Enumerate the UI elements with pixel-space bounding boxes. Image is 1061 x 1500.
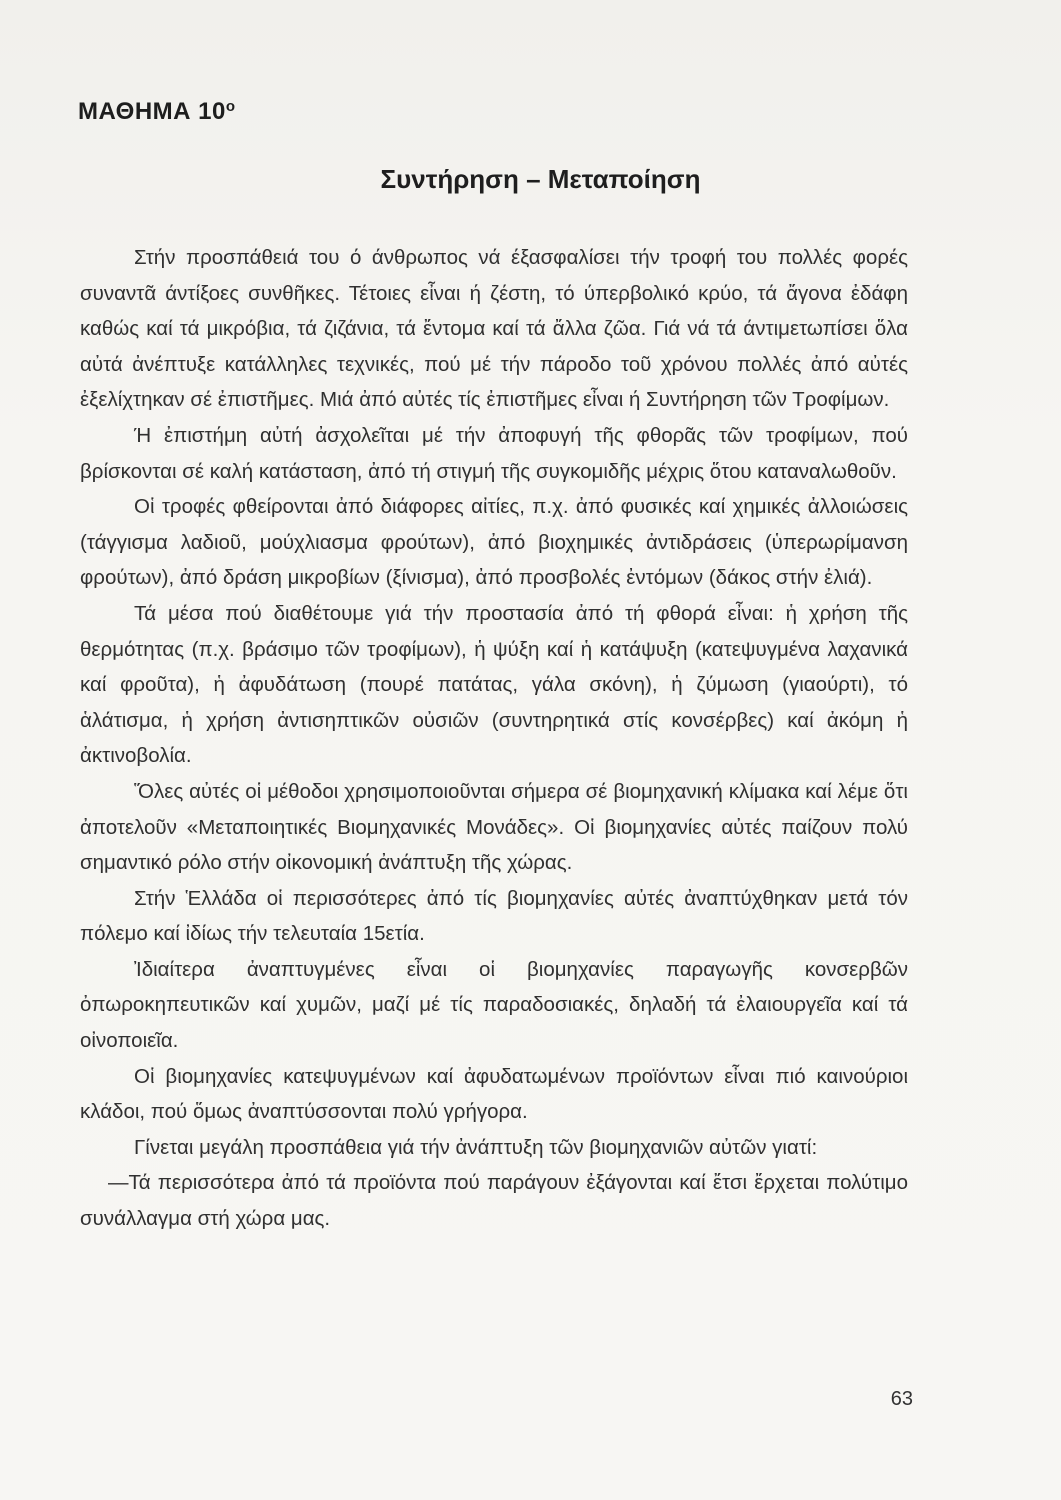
paragraph: Ή ἐπιστήμη αὐτή ἀσχολεῖται μέ τήν ἀποφυγή τῆς φθορᾶς τῶν τροφίμων, πού βρίσκονται σέ καλή κατάσταση, ἀπό τή στιγμή τῆς συγκομιδῆς μέχρις ὅτου καταναλωθοῦν. <box>80 423 908 483</box>
paragraph: Ὅλες αὐτές οἱ μέθοδοι χρησιμοποιοῦνται σήμερα σέ βιομηχανική κλίμακα καί λέμε ὅτι ἀποτελοῦν «Μεταποιητικές Βιομηχανικές Μονάδες». Οἱ βιομηχανίες αὐτές παίζουν πολύ σημαντικό ρόλο στήν οἰκονομική ἀνάπτυξη τῆς χώρας. <box>80 779 908 875</box>
lesson-label: ΜΑΘΗΜΑ 10 <box>78 98 226 125</box>
lesson-heading <box>78 98 236 126</box>
lesson-ordinal-suffix: ο <box>225 98 236 115</box>
paragraph: Στήν Ἑλλάδα οἱ περισσότερες ἀπό τίς βιομηχανίες αὐτές ἀναπτύχθηκαν μετά τόν πόλεμο καί ἰδίως τήν τελευταία 15ετία. <box>80 886 908 946</box>
chapter-title: Συντήρηση – Μεταποίηση <box>380 164 701 194</box>
paragraph: Οἱ τροφές φθείρονται ἀπό διάφορες αἰτίες, π.χ. ἀπό φυσικές καί χημικές ἀλλοιώσεις (τάγγισμα λαδιοῦ, μούχλιασμα φρούτων), ἀπό βιοχημικές ἀντιδράσεις (ὑπερωρίμανση φρούτων), ἀπό δράση μικροβίων (ξίνισμα), ἀπό προσβολές ἐντόμων (δάκος στήν ἐλιά). <box>80 495 908 590</box>
body-text <box>80 240 908 1237</box>
paragraph: Γίνεται μεγάλη προσπάθεια γιά τήν ἀνάπτυξη τῶν βιομηχανιῶν αὐτῶν γιατί: <box>134 1135 818 1159</box>
page-number: 63 <box>890 1388 913 1410</box>
paragraph: Τά μέσα πού διαθέτουμε γιά τήν προστασία ἀπό τή φθορά εἶναι: ἡ χρήση τῆς θερμότητας (π.χ. βράσιμο τῶν τροφίμων), ἡ ψύξη καί ἡ κατάψυξη (κατεψυγμένα λαχανικά καί φροῦτα), ἡ ἀφυδάτωση (πουρέ πατάτας, γάλα σκόνη), ἡ ζύμωση (γιαούρτι), τό ἁλάτισμα, ἡ χρήση ἀντισηπτικῶν οὐσιῶν (συντηρητικά στίς κονσέρβες) καί ἀκόμη ἡ ἀκτινοβολία. <box>80 601 908 768</box>
paragraph: Οἱ βιομηχανίες κατεψυγμένων καί ἀφυδατωμένων προϊόντων εἶναι πιό καινούριοι κλάδοι, πού ὅμως ἀναπτύσσονται πολύ γρήγορα. <box>80 1064 908 1124</box>
paragraph: Στήν προσπάθειά του ό άνθρωπος νά έξασφαλίσει τήν τροφή του πολλές φορές συναντᾶ άντίξοες συνθῆκες. Τέτοιες εἶναι ή ζέστη, τό ύπερβολικό κρύο, τά ἄγονα ἐδάφη καθώς καί τά μικρόβια, τά ζιζάνια, τά ἔντομα καί τά ἄλλα ζῶα. Γιά νά τά άντιμετωπίσει ὅλα αὐτά ἀνέπτυξε κατάλληλες τεχνικές, πού μέ τήν πάροδο τοῦ χρόνου πολλές ἀπό αὐτές ἐξελίχτηκαν σέ ἐπιστῆμες. Μιά ἀπό αὐτές τίς ἐπιστῆμες εἶναι ή Συντήρηση τῶν Τροφίμων. <box>80 246 908 412</box>
paragraph: —Τά περισσότερα ἀπό τά προϊόντα πού παράγουν ἐξάγονται καί ἔτσι ἔρχεται πολύτιμο συνάλλαγμα στή χώρα μας. <box>80 1171 908 1231</box>
paragraph: Ἰδιαίτερα ἀναπτυγμένες εἶναι οἱ βιομηχανίες παραγωγῆς κονσερβῶν ὀπωροκηπευτικῶν καί χυμῶν, μαζί μέ τίς παραδοσιακές, δηλαδή τά ἐλαιουργεῖα καί τά οἰνοποιεῖα. <box>80 957 908 1053</box>
